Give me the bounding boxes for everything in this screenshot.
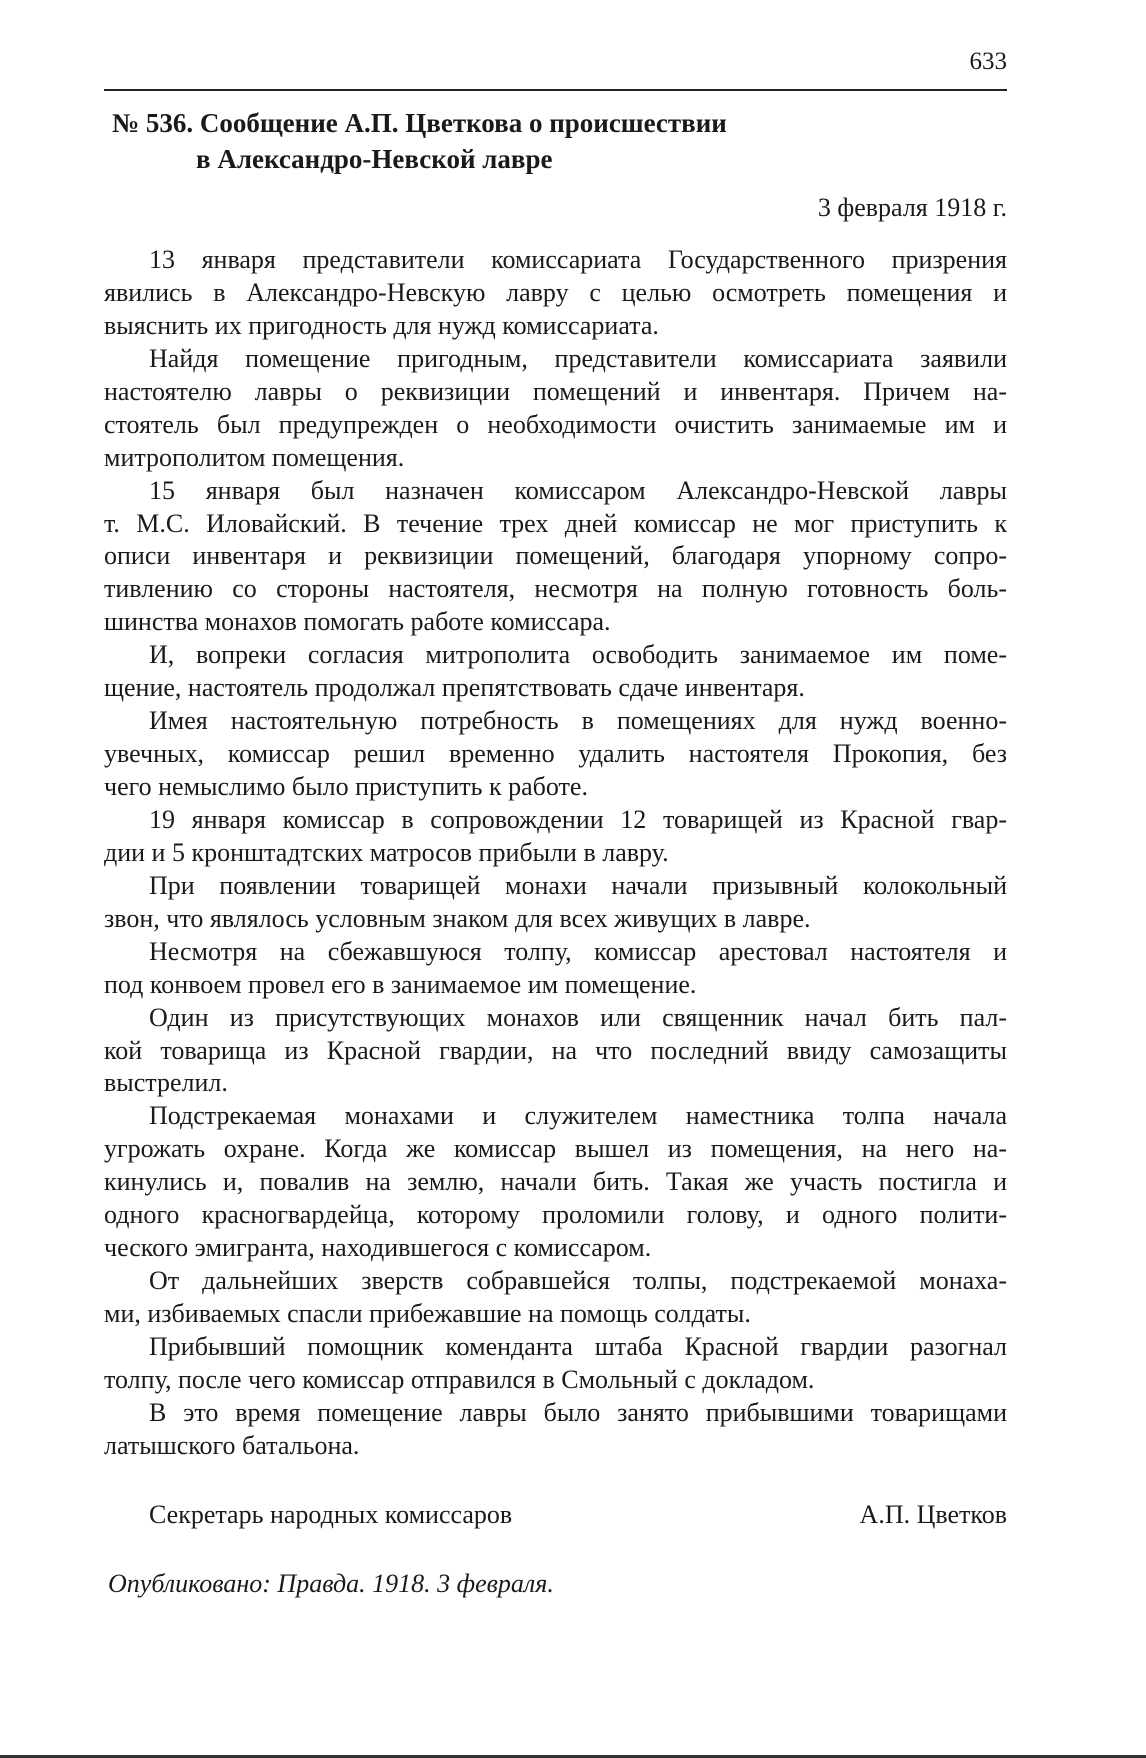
document-title-line-2: в Александро-Невской лавре (196, 144, 553, 174)
paragraph (104, 870, 1007, 936)
text-line: кинулись и, повалив на землю, начали бить. Такая же участь постигла и (104, 1167, 1007, 1197)
text-line: дии и 5 кронштадтских матросов прибыли в лавру. (104, 837, 669, 867)
text-line: явились в Александро-Невскую лавру с целью осмотреть помещения и (104, 277, 1007, 307)
paragraph (104, 1265, 1007, 1331)
text-line: От дальнейших зверств собравшейся толпы, подстрекаемой монаха- (149, 1266, 1007, 1296)
paragraph (104, 1397, 1007, 1463)
paragraph (104, 936, 1007, 1002)
text-line: кой товарища из Красной гвардии, на что последний ввиду самозащиты (104, 1035, 1007, 1065)
signature-position: Секретарь народных комиссаров (149, 1500, 513, 1529)
paragraph (104, 705, 1007, 804)
paragraph (104, 244, 1007, 343)
paragraph (104, 804, 1007, 870)
text-line: 19 января комиссар в сопровождении 12 товарищей из Красной гвар- (149, 804, 1007, 834)
paragraph (104, 475, 1007, 640)
text-line: т. М.С. Иловайский. В течение трех дней комиссар не мог приступить к (104, 508, 1007, 538)
text-line: 13 января представители комиссариата Государственного призрения (149, 245, 1007, 274)
paragraph (104, 639, 1007, 705)
text-line: увечных, комиссар решил временно удалить настоятеля Прокопия, без (104, 739, 1007, 769)
text-line: митрополитом помещения. (104, 442, 405, 472)
text-line: ми, избиваемых спасли прибежавшие на помощь солдаты. (104, 1299, 751, 1328)
text-line: Прибывший помощник коменданта штаба Красной гвардии разогнал (149, 1331, 1007, 1361)
text-line: Несмотря на сбежавшуюся толпу, комиссар арестовал настоятеля и (149, 936, 1007, 966)
text-line: латышского батальона. (104, 1430, 360, 1460)
text-line: шинства монахов помогать работе комиссара. (104, 607, 611, 637)
paragraph (104, 1002, 1007, 1101)
text-line: чего немыслимо было приступить к работе. (104, 772, 588, 801)
text-line: При появлении товарищей монахи начали призывный колокольный (149, 870, 1007, 900)
text-line: стоятель был предупрежден о необходимости очистить занимаемые им и (104, 409, 1007, 439)
text-line: под конвоем провел его в занимаемое им помещение. (104, 969, 697, 999)
signature-name: А.П. Цветков (859, 1500, 1007, 1529)
text-line: угрожать охране. Когда же комиссар вышел из помещения, на него на- (104, 1134, 1007, 1164)
text-line: Подстрекаемая монахами и служителем наместника толпа начала (149, 1101, 1007, 1131)
header-rule (104, 89, 1007, 91)
text-line: ческого эмигранта, находившегося с комиссаром. (104, 1233, 652, 1263)
text-line: одного красногвардейца, которому проломили голову, и одного полити- (104, 1200, 1007, 1230)
paragraph (104, 1100, 1007, 1265)
text-line: 15 января был назначен комиссаром Александро-Невской лавры (149, 475, 1007, 505)
text-line: толпу, после чего комиссар отправился в Смольный с докладом. (104, 1364, 815, 1394)
text-line: В это время помещение лавры было занято прибывшими товарищами (149, 1397, 1007, 1427)
text-line: Найдя помещение пригодным, представители комиссариата заявили (149, 343, 1007, 373)
text-line: выяснить их пригодность для нужд комиссариата. (104, 310, 659, 340)
text-line: Имея настоятельную потребность в помещениях для нужд военно- (149, 706, 1007, 736)
publication-note: Опубликовано: Правда. 1918. 3 февраля. (108, 1569, 554, 1598)
text-line: описи инвентаря и реквизиции помещений, благодаря упорному сопро- (104, 541, 1007, 571)
text-line: щение, настоятель продолжал препятствовать сдаче инвентаря. (104, 673, 805, 703)
text-line: выстрелил. (104, 1068, 228, 1098)
text-line: тивлению со стороны настоятеля, несмотря на полную готовность боль- (104, 574, 1007, 604)
document-body (104, 244, 1007, 1463)
paragraph (104, 343, 1007, 475)
paragraph (104, 1331, 1007, 1397)
text-line: звон, что являлось условным знаком для всех живущих в лавре. (104, 903, 811, 933)
text-line: настоятелю лавры о реквизиции помещений и инвентаря. Причем на- (104, 376, 1007, 406)
document-title-line-1: № 536. Сообщение А.П. Цветкова о происшествии (112, 108, 727, 138)
document-date: 3 февраля 1918 г. (817, 193, 1007, 222)
page-number: 633 (969, 48, 1007, 75)
text-line: Один из присутствующих монахов или священник начал бить пал- (149, 1002, 1007, 1032)
text-line: И, вопреки согласия митрополита освободить занимаемое им поме- (149, 640, 1007, 670)
